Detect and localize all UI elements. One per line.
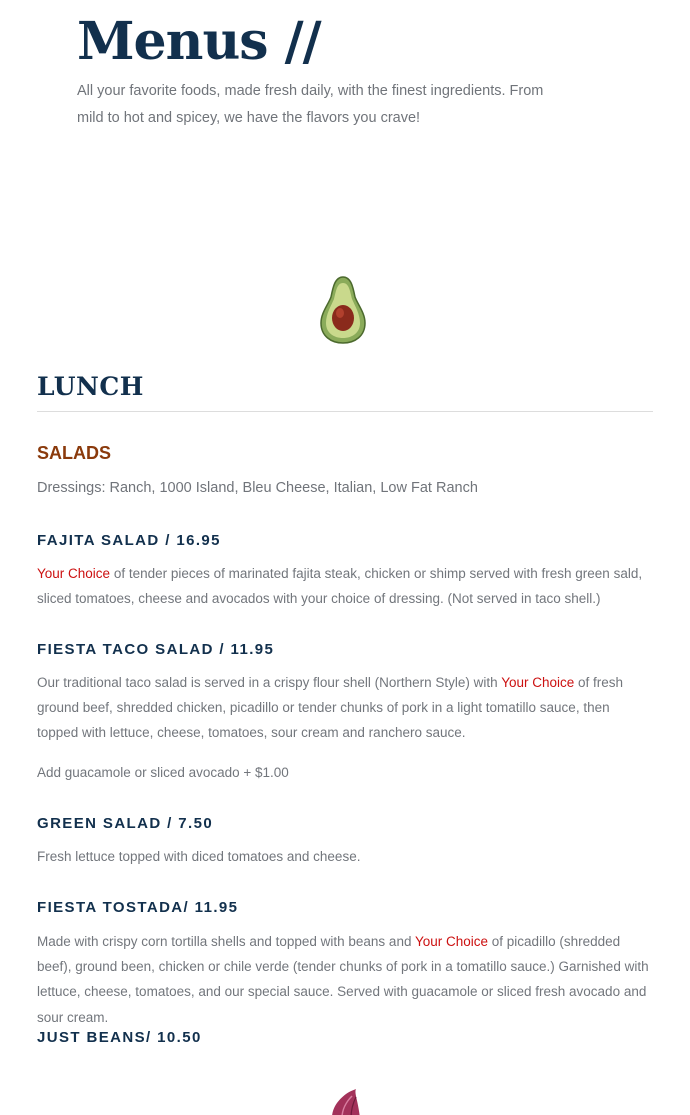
menu-item-desc-fiesta-taco-salad: Our traditional taco salad is served in a crispy flour shell (Northern Style) with Your Choice of fresh ground beef, shredded chicken, picadillo or tender chunks of pork in a light tomatillo sauce, then topped with lettuce, cheese, tomatoes, sour cream and ranchero sauce. [37, 675, 624, 741]
your-choice-highlight: Your Choice [414, 934, 489, 949]
menu-item-title-green-salad: GREEN SALAD / 7.50 [37, 815, 214, 832]
menu-item-title-fiesta-tostada: FIESTA TOSTADA/ 11.95 [37, 899, 239, 916]
dressings-text: Dressings: Ranch, 1000 Island, Bleu Cheese, Italian, Low Fat Ranch [37, 480, 478, 496]
menu-item-title-fajita-salad: FAJITA SALAD / 16.95 [37, 532, 221, 549]
menu-item-addon-guacamole: Add guacamole or sliced avocado + $1.00 [37, 765, 289, 780]
your-choice-highlight: Your Choice [37, 566, 111, 581]
menu-item-title-fiesta-taco-salad: FIESTA TACO SALAD / 11.95 [37, 641, 275, 658]
section-title-lunch: LUNCH [37, 372, 144, 401]
category-title-salads: SALADS [37, 443, 112, 463]
menu-item-desc-fiesta-tostada: Made with crispy corn tortilla shells and topped with beans and Your Choice of picadillo (shredded beef), ground been, chicken or chile verde (tender chunks of pork in a tomatillo sauce.) Garnished with lettuce, cheese, tomatoes, and our special sauce. Served with guacamole or sliced fresh avocado and sour cream. [37, 934, 649, 1025]
your-choice-highlight: Your Choice [501, 675, 575, 690]
menu-item-desc-fajita-salad: Your Choice of tender pieces of marinated fajita steak, chicken or shimp served with fresh green sald, sliced tomatoes, cheese and avocados with your choice of dressing. (Not served in taco shell.) [37, 566, 643, 607]
menu-item-desc-green-salad: Fresh lettuce topped with diced tomatoes and cheese. [37, 849, 361, 864]
onion-icon [318, 1088, 368, 1115]
section-divider [37, 411, 653, 412]
page-title: Menus // [77, 11, 321, 72]
avocado-icon [320, 275, 366, 345]
menu-item-title-just-beans: JUST BEANS/ 10.50 [37, 1029, 202, 1046]
intro-text: All your favorite foods, made fresh daily, with the finest ingredients. From mild to hot and spicey, we have the flavors you crave! [77, 83, 544, 126]
